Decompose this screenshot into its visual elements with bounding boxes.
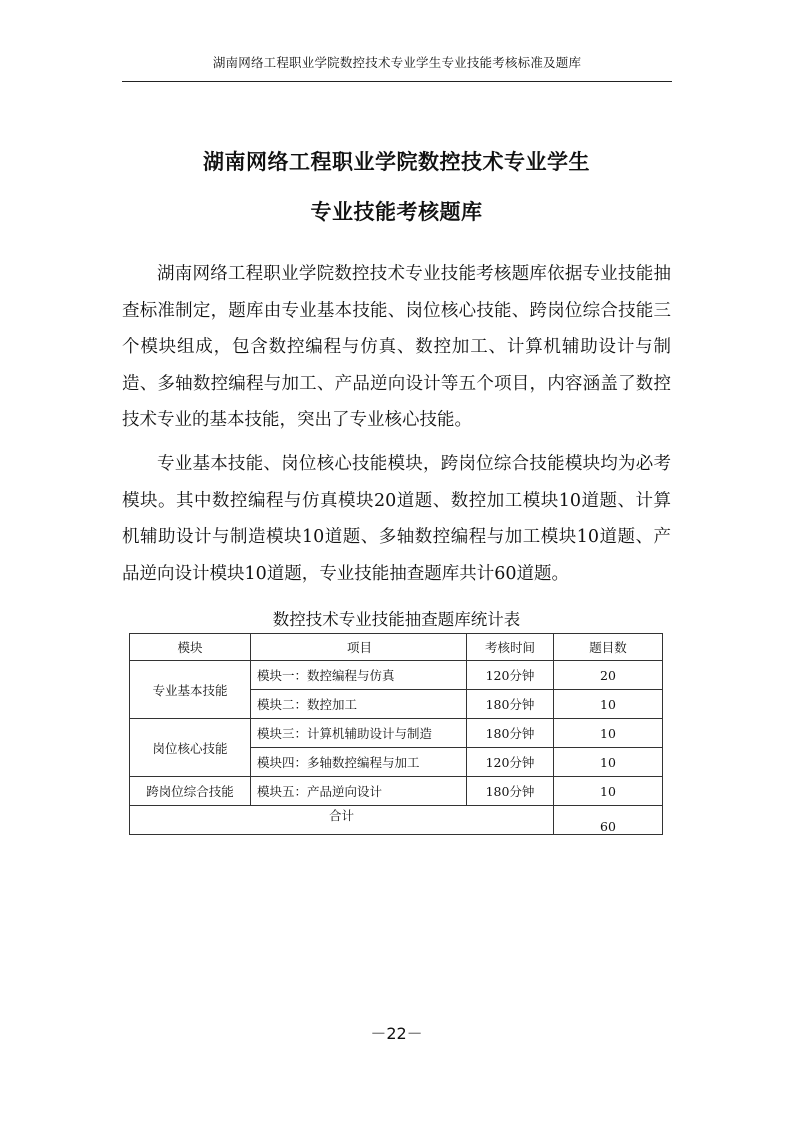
table-header-row: [130, 634, 663, 661]
table-caption: 数控技术专业技能抽查题库统计表: [272, 610, 521, 629]
item-cell: 模块一：数控编程与仿真: [251, 661, 467, 690]
stats-table: [129, 633, 663, 835]
total-label: 合计: [130, 806, 554, 835]
item-cell: 模块三：计算机辅助设计与制造: [251, 719, 467, 748]
table-row: [130, 661, 663, 690]
body-paragraph-2: 专业基本技能、岗位核心技能模块，跨岗位综合技能模块均为必考模块。其中数控编程与仿真模块20道题、数控加工模块10道题、计算机辅助设计与制造模块10道题、多轴数控编程与加工模块10道题、产品逆向设计模块10道题，专业技能抽查题库共计60道题。: [122, 454, 671, 584]
module-cell: 跨岗位综合技能: [130, 777, 251, 806]
count-cell: 10: [554, 748, 663, 777]
total-value: 60: [554, 806, 663, 835]
running-header: 湖南网络工程职业学院数控技术专业学生专业技能考核标准及题库: [212, 55, 582, 70]
header-module: 模块: [130, 634, 251, 661]
module-cell: 专业基本技能: [130, 661, 251, 719]
body-paragraph-1: 湖南网络工程职业学院数控技术专业技能考核题库依据专业技能抽查标准制定，题库由专业基本技能、岗位核心技能、跨岗位综合技能三个模块组成，包含数控编程与仿真、数控加工、计算机辅助设计与制造、多轴数控编程与加工、产品逆向设计等五个项目，内容涵盖了数控技术专业的基本技能，突出了专业核心技能。: [122, 264, 671, 430]
table-row: [130, 719, 663, 748]
header-time: 考核时间: [467, 634, 554, 661]
item-cell: 模块五：产品逆向设计: [251, 777, 467, 806]
header-count: 题目数: [554, 634, 663, 661]
table-total-row: [130, 806, 663, 835]
count-cell: 10: [554, 777, 663, 806]
time-cell: 120分钟: [467, 661, 554, 690]
time-cell: 120分钟: [467, 748, 554, 777]
header-item: 项目: [251, 634, 467, 661]
module-cell: 岗位核心技能: [130, 719, 251, 777]
page-number: －22－: [370, 1024, 423, 1043]
document-title-line-2: 专业技能考核题库: [310, 200, 483, 224]
time-cell: 180分钟: [467, 719, 554, 748]
count-cell: 20: [554, 661, 663, 690]
time-cell: 180分钟: [467, 690, 554, 719]
count-cell: 10: [554, 719, 663, 748]
item-cell: 模块二：数控加工: [251, 690, 467, 719]
count-cell: 10: [554, 690, 663, 719]
item-cell: 模块四：多轴数控编程与加工: [251, 748, 467, 777]
table-row: [130, 777, 663, 806]
header-rule: [122, 81, 672, 82]
time-cell: 180分钟: [467, 777, 554, 806]
document-title-line-1: 湖南网络工程职业学院数控技术专业学生: [203, 150, 590, 174]
